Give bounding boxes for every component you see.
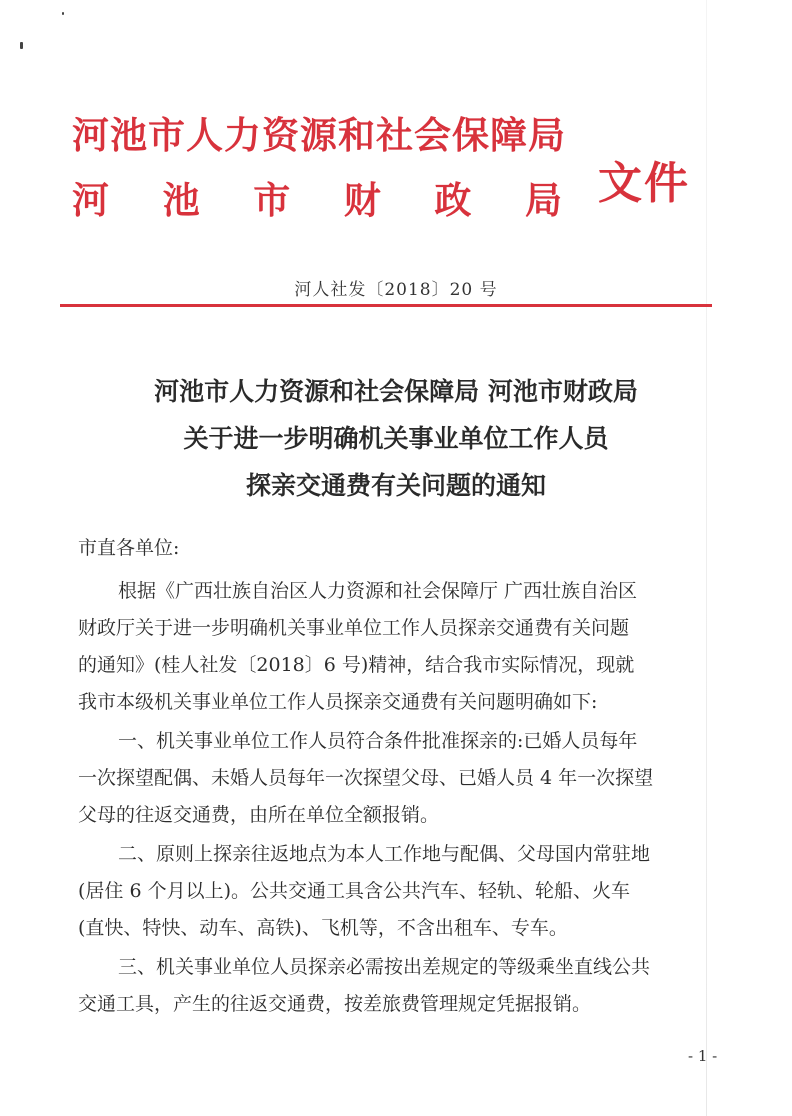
salutation: 市直各单位: [78, 537, 180, 559]
paragraph-3-line: (直快、特快、动车、高铁)、飞机等，不含出租车、专车。 [78, 917, 568, 939]
document-type-label: 文件 [598, 158, 690, 209]
agency-name-hr: 河池市人力资源和社会保障局 [72, 114, 566, 157]
scan-speck [62, 12, 64, 15]
paragraph-3-line: (居住 6 个月以上)。公共交通工具含公共汽车、轻轨、轮船、火车 [78, 880, 630, 902]
paragraph-3-line: 二、原则上探亲往返地点为本人工作地与配偶、父母国内常驻地 [118, 843, 651, 865]
title-line-2: 关于进一步明确机关事业单位工作人员 [183, 424, 609, 453]
agency-char: 池 [162, 179, 200, 222]
scan-speck [20, 42, 23, 49]
paragraph-4-line: 三、机关事业单位人员探亲必需按出差规定的等级乘坐直线公共 [118, 956, 651, 978]
paragraph-1-line: 根据《广西壮族自治区人力资源和社会保障厅 广西壮族自治区 [118, 580, 638, 602]
agency-char: 财 [343, 179, 381, 222]
paragraph-2-line: 父母的往返交通费，由所在单位全额报销。 [78, 804, 440, 826]
agency-name-finance [72, 170, 562, 224]
paragraph-2-line: 一、机关事业单位工作人员符合条件批准探亲的:已婚人员每年 [118, 730, 638, 752]
paragraph-1-line: 的通知》(桂人社发〔2018〕6 号)精神，结合我市实际情况，现就 [78, 654, 635, 676]
agency-char: 局 [524, 179, 562, 222]
red-divider [60, 304, 712, 307]
agency-char: 市 [253, 179, 291, 222]
page-number: - 1 - [688, 1047, 718, 1065]
paragraph-2-line: 一次探望配偶、未婚人员每年一次探望父母、已婚人员 4 年一次探望 [78, 767, 654, 789]
paragraph-1-line: 我市本级机关事业单位工作人员探亲交通费有关问题明确如下: [78, 691, 598, 713]
agency-char: 河 [72, 179, 109, 222]
paragraph-4-line: 交通工具，产生的往返交通费，按差旅费管理规定凭据报销。 [78, 993, 592, 1015]
title-line-1: 河池市人力资源和社会保障局 河池市财政局 [154, 377, 638, 406]
document-number: 河人社发〔2018〕20 号 [294, 280, 498, 300]
agency-char: 政 [434, 179, 472, 222]
title-line-3: 探亲交通费有关问题的通知 [245, 471, 546, 500]
paragraph-1-line: 财政厅关于进一步明确机关事业单位工作人员探亲交通费有关问题 [78, 617, 630, 639]
